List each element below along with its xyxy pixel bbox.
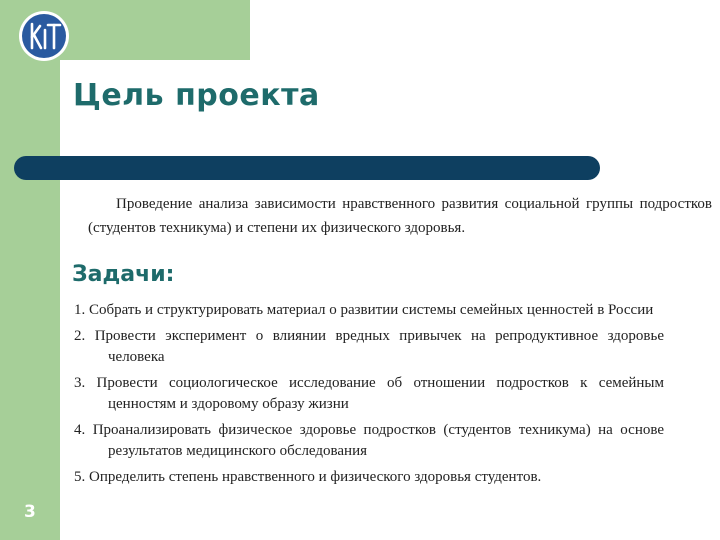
task-item: 3. Провести социологическое исследование об отношении подростков к семейным ценностям и здоровому образу жизни — [74, 375, 664, 412]
kit-logo — [18, 10, 70, 62]
task-item: 2. Провести эксперимент о влиянии вредных привычек на репродуктивное здоровье человека — [74, 328, 664, 365]
page-number: 3 — [24, 502, 36, 522]
tasks-list — [74, 300, 664, 493]
tasks-heading: Задачи: — [72, 262, 175, 287]
sidebar-decoration — [0, 0, 60, 540]
project-goal-text: Проведение анализа зависимости нравственного развития социальной группы подростков (студентов техникума) и степени их физического здоровья. — [88, 196, 712, 236]
task-item: 4. Проанализировать физическое здоровье подростков (студентов техникума) на основе результатов медицинского обследования — [74, 422, 664, 459]
task-item: 1. Собрать и структурировать материал о развитии системы семейных ценностей в России — [74, 302, 654, 318]
slide-title: Цель проекта — [73, 78, 320, 113]
task-item: 5. Определить степень нравственного и физического здоровья студентов. — [74, 469, 542, 485]
title-divider — [14, 156, 600, 180]
